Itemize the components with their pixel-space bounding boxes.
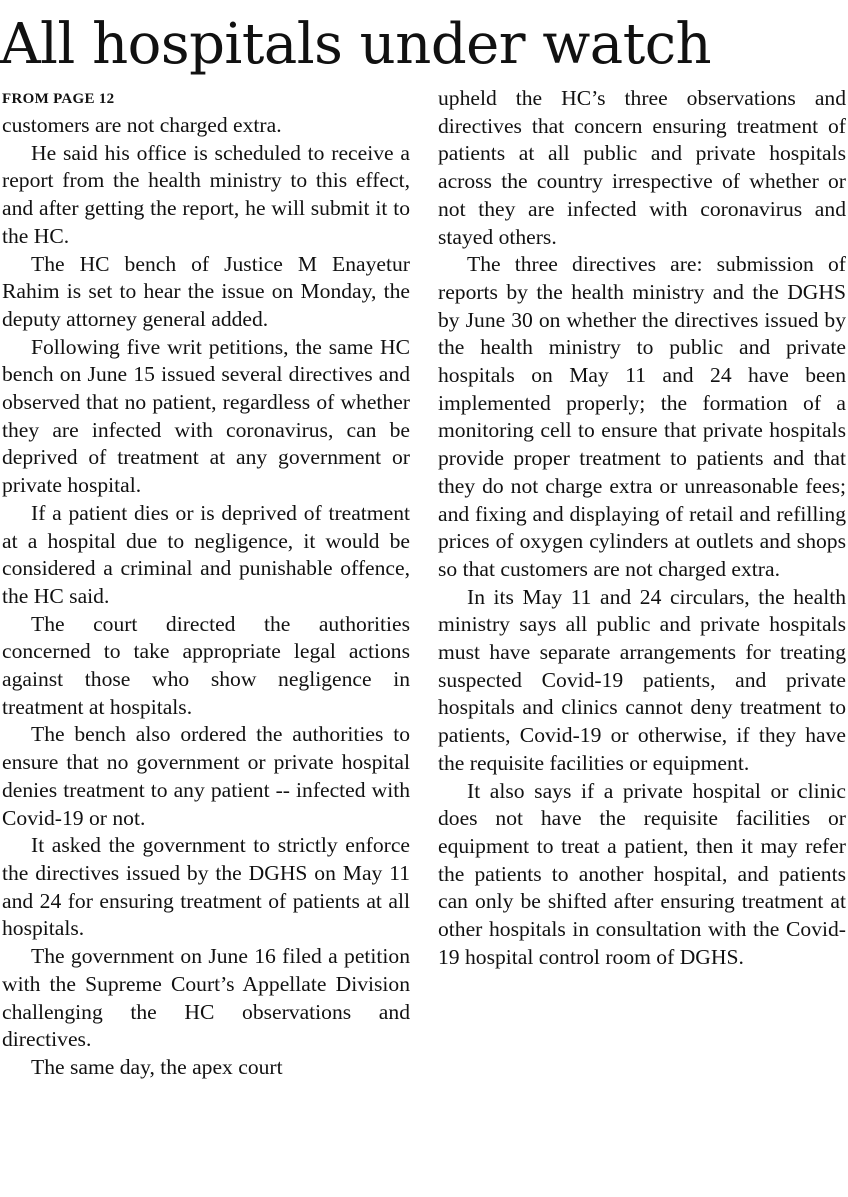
- paragraph: He said his office is scheduled to receive a report from the health ministry to this effect, and after getting the report, he will submit it to the HC.: [2, 140, 410, 248]
- paragraph: The HC bench of Justice M Enayetur Rahim is set to hear the issue on Monday, the deputy attorney general added.: [2, 251, 410, 331]
- paragraph: The government on June 16 filed a petition with the Supreme Court’s Appellate Division challenging the HC observations and directives.: [2, 944, 410, 1052]
- jump-line: FROM PAGE 12: [2, 91, 115, 107]
- article-column-right: [438, 85, 846, 972]
- paragraph: If a patient dies or is deprived of treatment at a hospital due to negligence, it would be considered a criminal and punishable offence, the HC said.: [2, 500, 410, 608]
- paragraph: customers are not charged extra.: [2, 113, 282, 137]
- left-paragraphs: [2, 112, 410, 1082]
- paragraph: The court directed the authorities concerned to take appropriate legal actions against those who show negligence in treatment at hospitals.: [2, 611, 410, 719]
- paragraph: It asked the government to strictly enforce the directives issued by the DGHS on May 11 and 24 for ensuring treatment of patients at all hospitals.: [2, 833, 410, 941]
- article-column-left: [2, 86, 410, 1082]
- paragraph: Following five writ petitions, the same HC bench on June 15 issued several directives and observed that no patient, regardless of whether they are infected with coronavirus, can be deprived of treatment at any government or private hospital.: [2, 334, 410, 498]
- paragraph: upheld the HC’s three observations and directives that concern ensuring treatment of patients at all public and private hospitals across the country irrespective of whether or not they are infected with coronavirus and stayed others.: [438, 86, 846, 249]
- paragraph: The same day, the apex court: [31, 1054, 283, 1079]
- paragraph: The three directives are: submission of reports by the health ministry and the DGHS by June 30 on whether the directives issued by the health ministry to public and private hospitals on May 11 and 24 have been implemented properly; the formation of a monitoring cell to ensure that private hospitals provide proper treatment to patients and that they do not charge extra or unreasonable fees; and fixing and displaying of retail and refilling prices of oxygen cylinders at outlets and shops so that customers are not charged extra.: [438, 252, 846, 581]
- paragraph: The bench also ordered the authorities to ensure that no government or private hospital denies treatment to any patient -- infected with Covid-19 or not.: [2, 722, 410, 830]
- headline: All hospitals under watch: [0, 12, 712, 77]
- paragraph: It also says if a private hospital or clinic does not have the requisite facilities or equipment to treat a patient, then it may refer the patients to another hospital, and patients can only be shifted after ensuring treatment at other hospitals in consultation with the Covid-19 hospital control room of DGHS.: [438, 778, 846, 969]
- paragraph: In its May 11 and 24 circulars, the health ministry says all public and private hospitals must have separate arrangements for treating suspected Covid-19 patients, and private hospitals and clinics cannot deny treatment to patients, Covid-19 or otherwise, if they have the requisite facilities or equipment.: [438, 584, 846, 775]
